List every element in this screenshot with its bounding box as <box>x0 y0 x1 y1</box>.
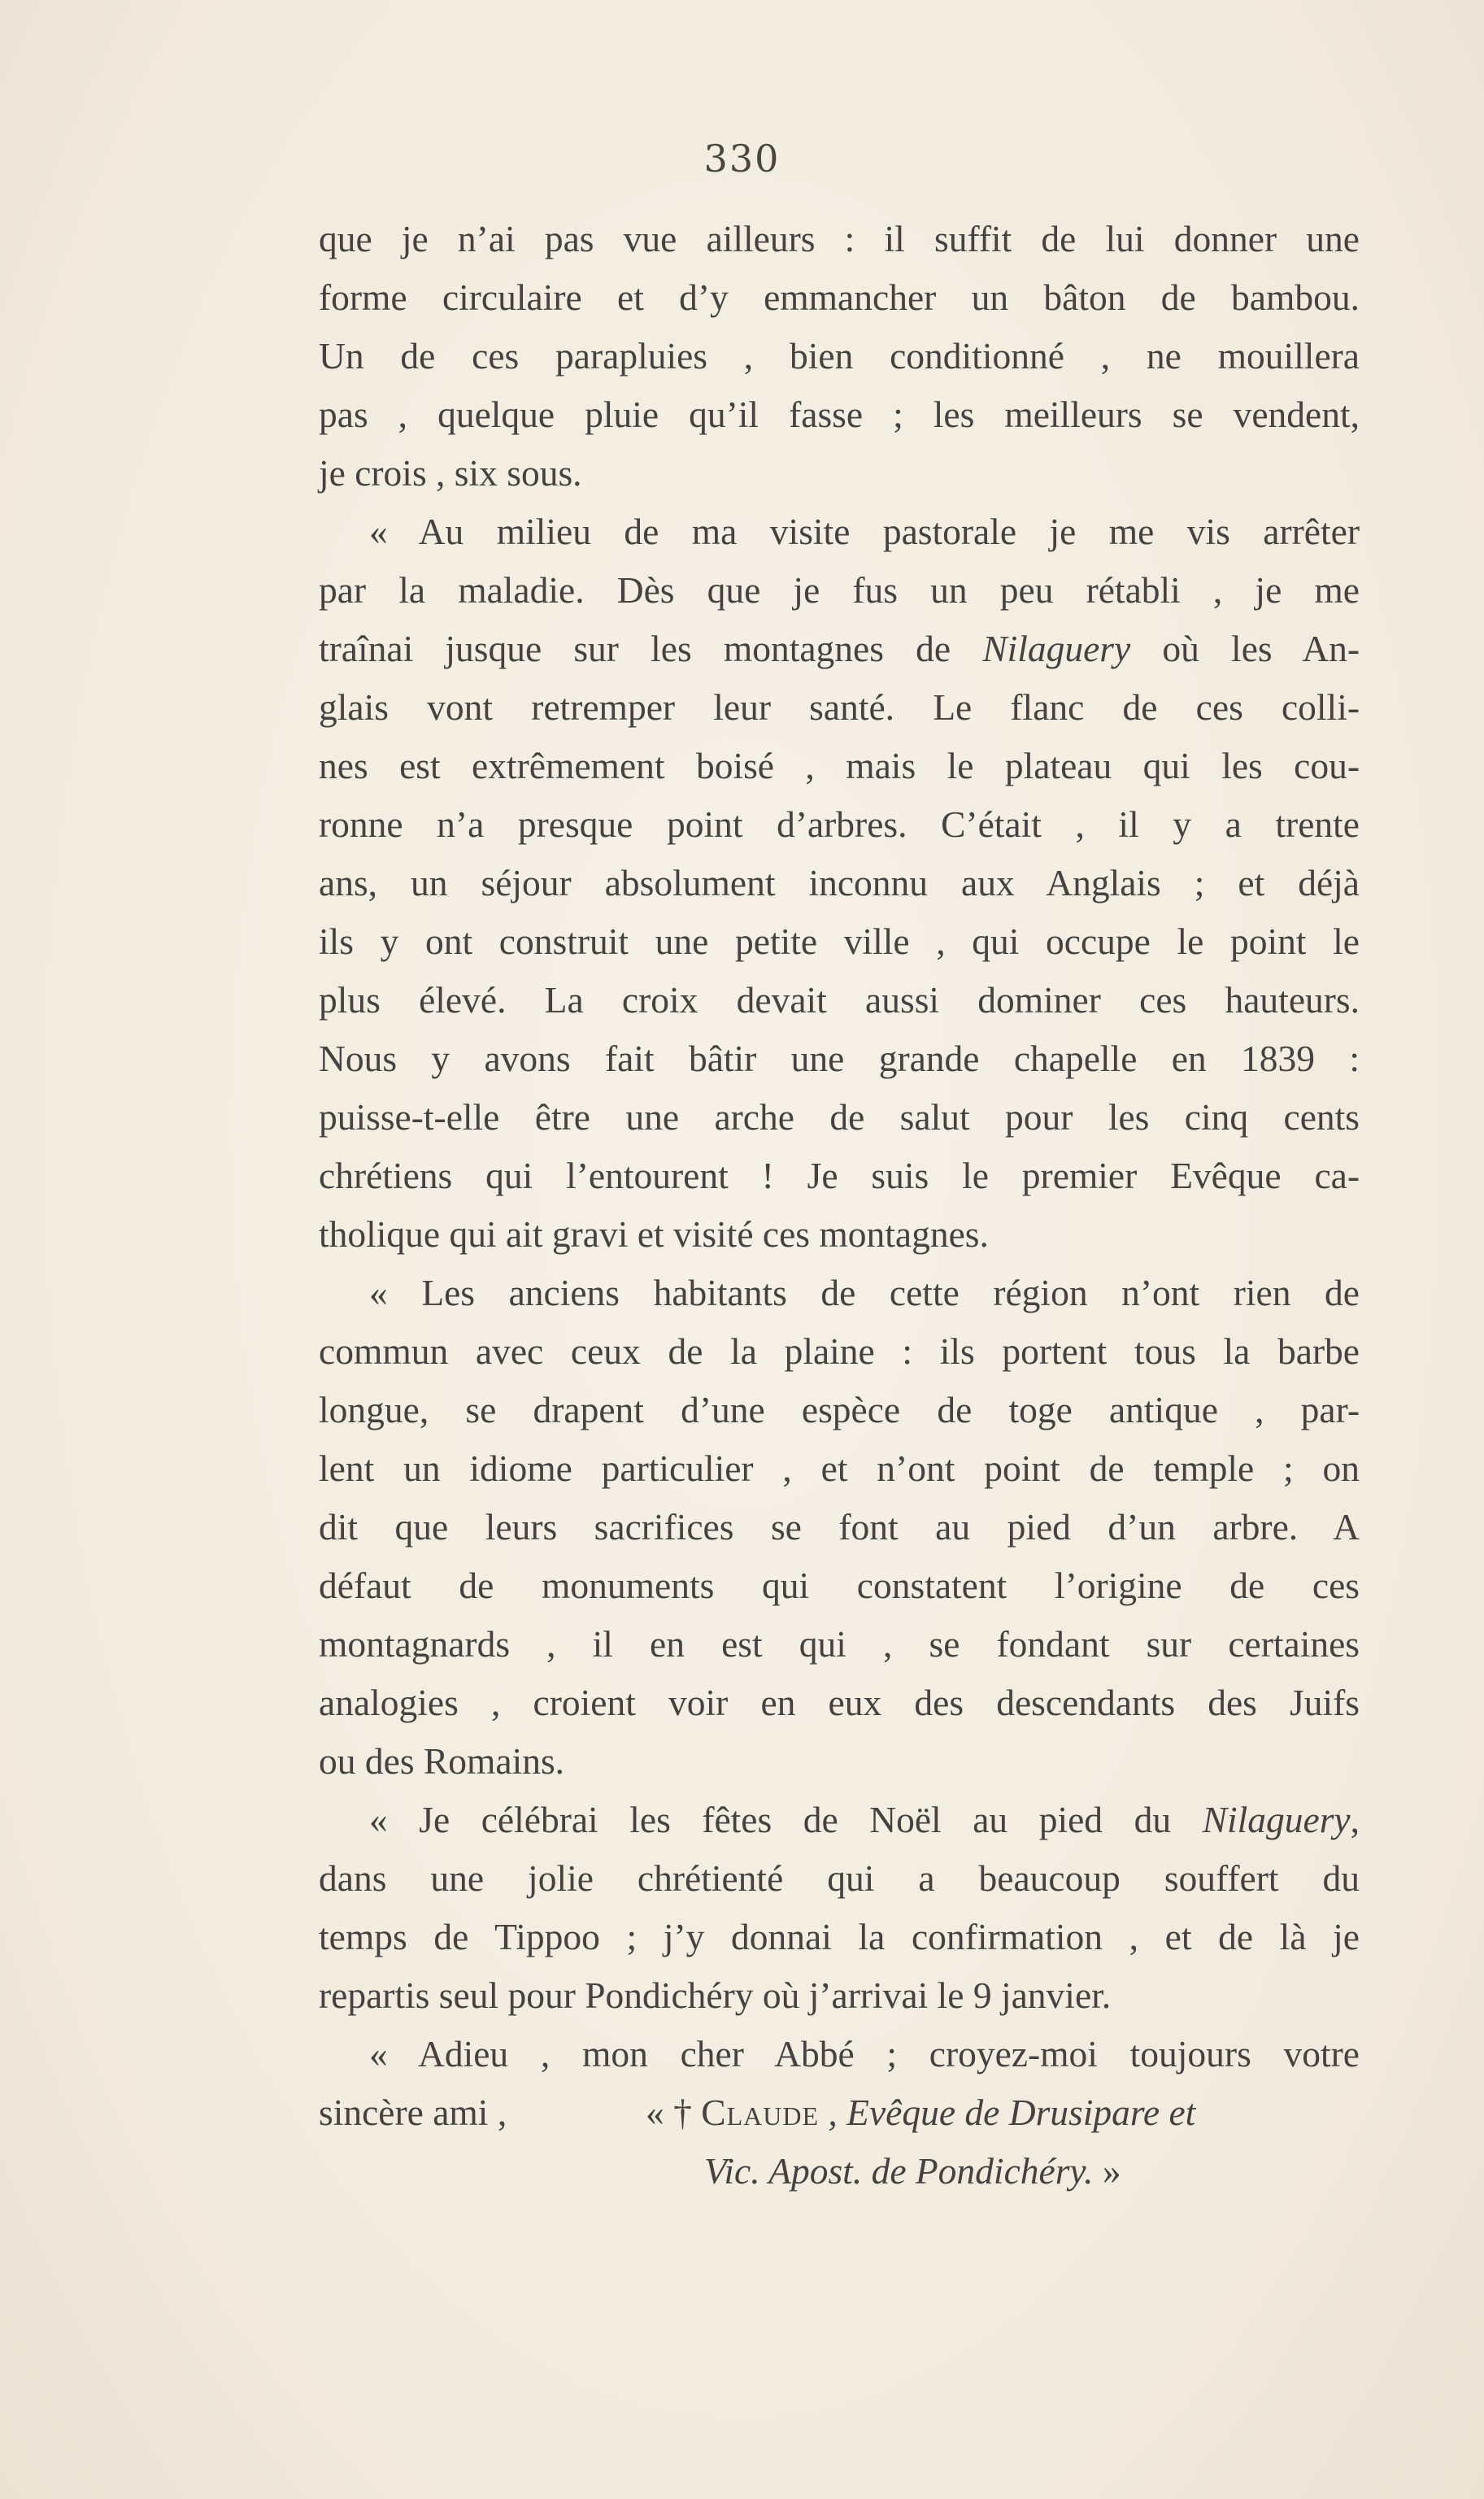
text-line: Nous y avons fait bâtir une grande chapelle en 1839 : <box>319 1038 1360 1079</box>
text-line: dit que leurs sacrifices se font au pied d’un arbre. A <box>319 1506 1360 1548</box>
signature-closing: sincère ami , <box>319 2092 507 2133</box>
text-line: montagnards , il en est qui , se fondant sur certaines <box>319 1623 1360 1665</box>
signature-title: Vic. Apost. de Pondichéry. <box>704 2150 1094 2192</box>
signature-open: « † <box>646 2092 692 2133</box>
signature-title: , Evêque de Drusipare et <box>828 2092 1196 2133</box>
signature-name: Claude <box>701 2092 820 2133</box>
signature-block <box>319 2083 1360 2201</box>
text-line: je crois , six sous. <box>319 452 582 494</box>
text-line <box>319 1791 1360 1849</box>
text-line <box>319 620 1360 678</box>
text-line: puisse-t-elle être une arche de salut pour les cinq cents <box>319 1096 1360 1138</box>
text-line: ronne n’a presque point d’arbres. C’était , il y a trente <box>319 803 1360 845</box>
text-line: ils y ont construit une petite ville , qui occupe le point le <box>319 921 1360 962</box>
text-line: par la maladie. Dès que je fus un peu rétabli , je me <box>319 569 1360 611</box>
signature-close: » <box>1102 2150 1121 2192</box>
signature-line <box>646 2083 1195 2142</box>
text-line: tholique qui ait gravi et visité ces montagnes. <box>319 1213 989 1255</box>
page-number: 330 <box>703 137 781 181</box>
text-line: que je n’ai pas vue ailleurs : il suffit de lui donner une <box>319 218 1360 259</box>
body-text <box>319 210 1360 2201</box>
text-line: chrétiens qui l’entourent ! Je suis le premier Evêque ca- <box>319 1155 1360 1196</box>
text-line: repartis seul pour Pondichéry où j’arrivai le 9 janvier. <box>319 1974 1112 2016</box>
text-line: « Les anciens habitants de cette région n’ont rien de <box>369 1272 1360 1313</box>
place-name: Nilaguery <box>1202 1799 1351 1840</box>
text-line: pas , quelque pluie qu’il fasse ; les meilleurs se vendent, <box>319 394 1360 435</box>
text-line: ans, un séjour absolument inconnu aux Anglais ; et déjà <box>319 862 1360 903</box>
text-line: lent un idiome particulier , et n’ont point de temple ; on <box>319 1448 1360 1489</box>
text-line: temps de Tippoo ; j’y donnai la confirmation , et de là je <box>319 1916 1360 1957</box>
text-line: Un de ces parapluies , bien conditionné , ne mouillera <box>319 335 1360 377</box>
line-segment: , <box>1350 1799 1360 1840</box>
text-line: nes est extrêmement boisé , mais le plateau qui les cou- <box>319 745 1360 786</box>
text-line: défaut de monuments qui constatent l’origine de ces <box>319 1565 1360 1606</box>
place-name: Nilaguery <box>982 628 1131 669</box>
text-line: ou des Romains. <box>319 1740 565 1782</box>
text-line: glais vont retremper leur santé. Le flanc de ces colli- <box>319 686 1360 728</box>
text-line: commun avec ceux de la plaine : ils portent tous la barbe <box>319 1330 1360 1372</box>
line-segment: où les An- <box>1162 628 1360 669</box>
text-line: « Au milieu de ma visite pastorale je me vis arrêter <box>369 511 1360 552</box>
text-line: dans une jolie chrétienté qui a beaucoup souffert du <box>319 1857 1360 1899</box>
line-segment: traînai jusque sur les montagnes de <box>319 628 951 669</box>
text-line: forme circulaire et d’y emmancher un bâton de bambou. <box>319 276 1360 318</box>
text-line: longue, se drapent d’une espèce de toge antique , par- <box>319 1389 1360 1430</box>
text-line: « Adieu , mon cher Abbé ; croyez-moi toujours votre <box>369 2033 1360 2075</box>
text-line: plus élevé. La croix devait aussi dominer ces hauteurs. <box>319 979 1360 1021</box>
text-line: analogies , croient voir en eux des descendants des Juifs <box>319 1682 1360 1723</box>
signature-line <box>704 2142 1121 2201</box>
line-segment: « Je célébrai les fêtes de Noël au pied du <box>369 1799 1172 1840</box>
